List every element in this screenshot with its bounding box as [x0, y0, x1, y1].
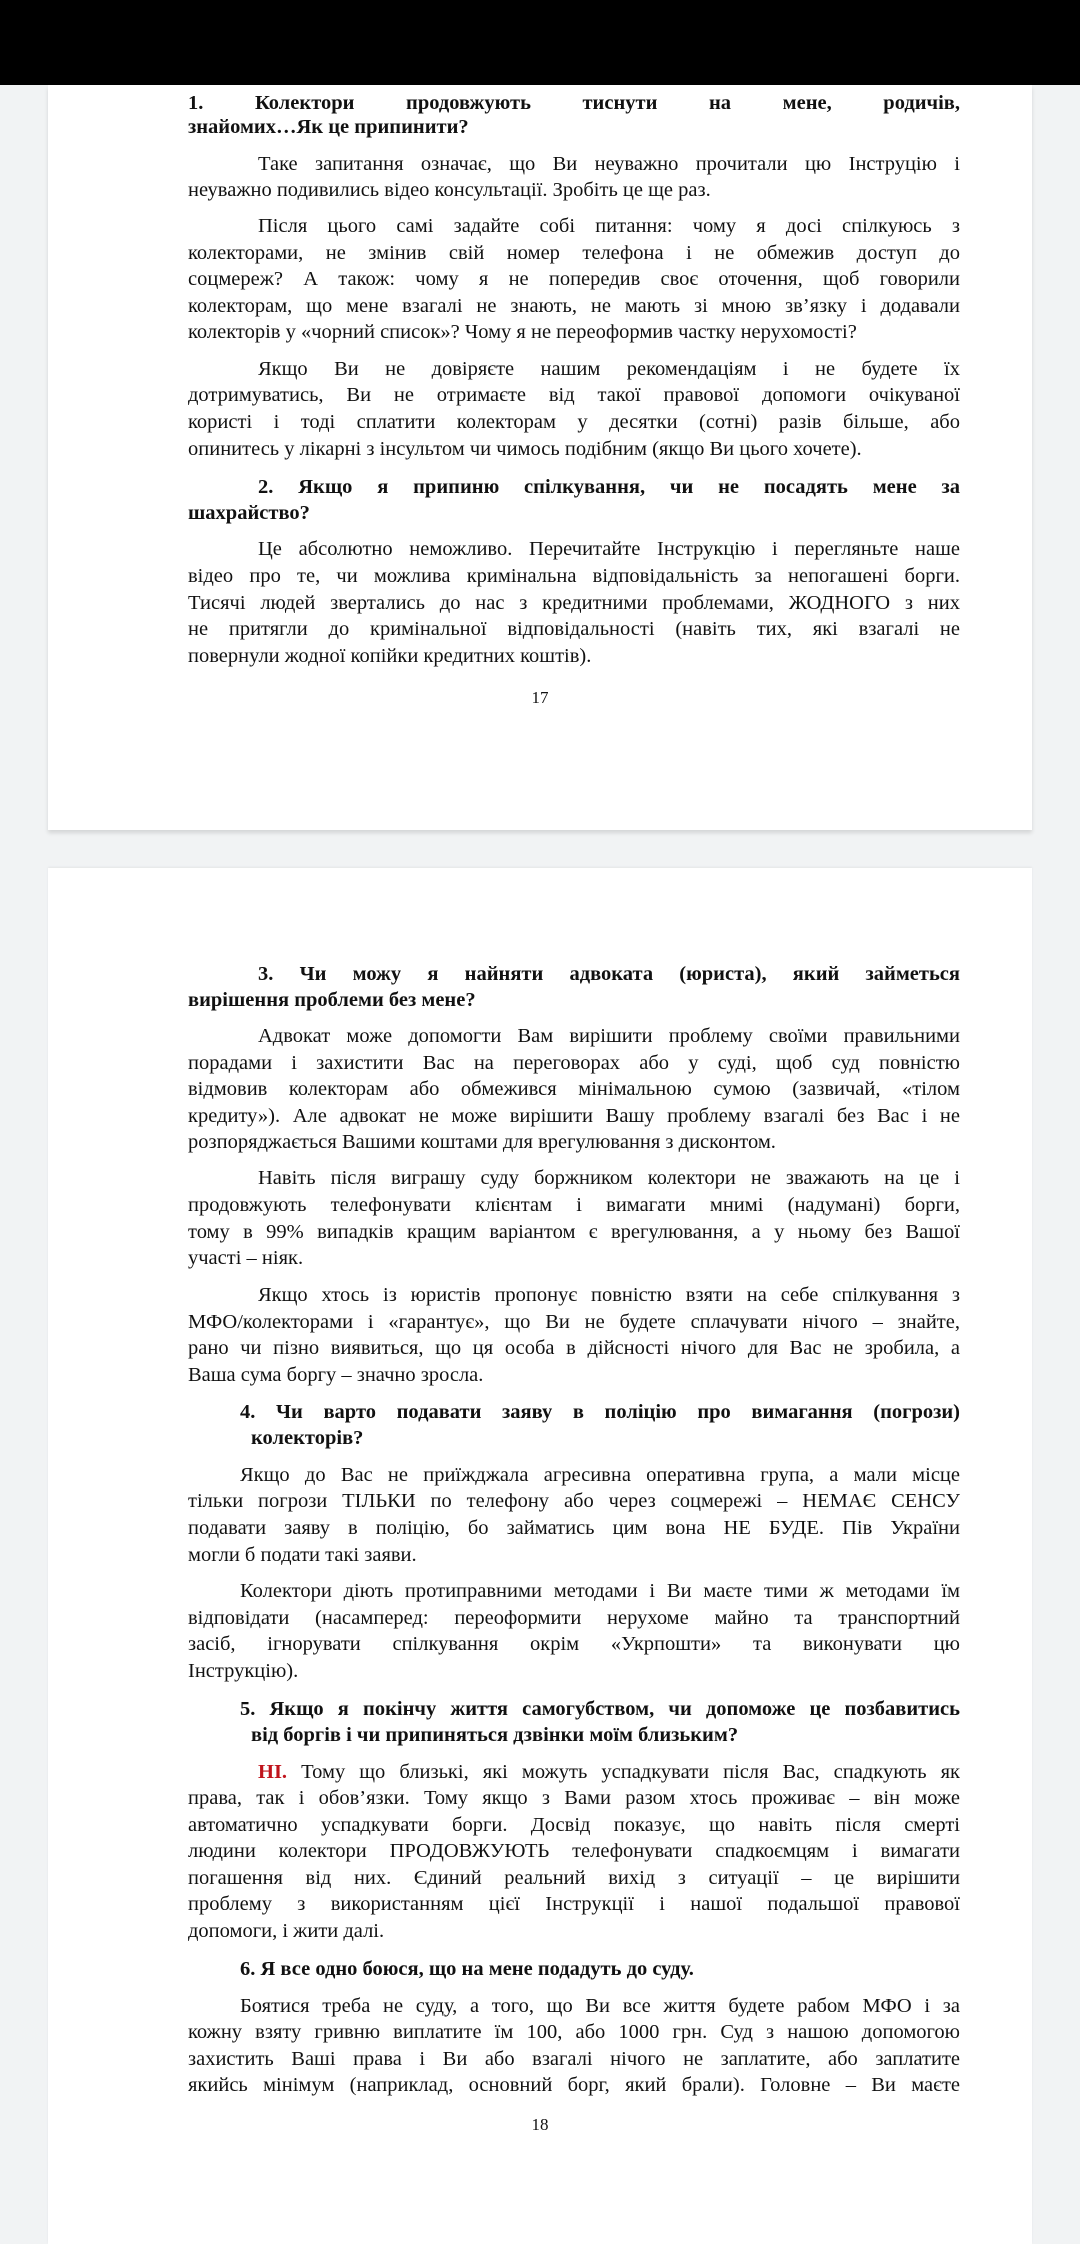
paragraph-line: тому в 99% випадків кращим варіантом є врегулювання, а у ньому без Вашої: [188, 1221, 960, 1243]
paragraph-line: відео про те, чи можлива кримінальна відповідальність за непогашені борги.: [188, 565, 960, 587]
page-number: 18: [531, 2115, 549, 2134]
paragraph-line: Інструкцію).: [188, 1660, 299, 1682]
paragraph-line: Якщо до Вас не приїжджала агресивна оперативна група, а мали місце: [240, 1464, 960, 1486]
paragraph-line: неуважно подивились відео консультації. Зробіть це ще раз.: [188, 179, 711, 201]
paragraph-line: допомоги, і жити далі.: [188, 1920, 385, 1942]
paragraph-line: захистить Ваші права і Ви або взагалі нічого не заплатите, або заплатите: [188, 2048, 960, 2070]
paragraph-line: кредиту»). Але адвокат не може вирішити Вашу проблему взагалі без Вас і не: [188, 1105, 960, 1127]
paragraph-line: Це абсолютно неможливо. Перечитайте Інструкцію і перегляньте наше: [258, 538, 960, 560]
paragraph-line: Ваша сума боргу – значно зросла.: [188, 1364, 484, 1386]
section-heading-line: вирішення проблеми без мене?: [188, 989, 476, 1011]
paragraph-line: права, так і обов’язки. Тому якщо з Вами разом хтось проживає – він може: [188, 1787, 960, 1809]
paragraph-line: Якщо Ви не довіряєте нашим рекомендаціям і не будете їх: [258, 358, 960, 380]
paragraph-line: опинитесь у лікарні з інсультом чи чимось подібним (якщо Ви цього хочете).: [188, 438, 862, 460]
paragraph-line: Якщо хтось із юристів пропонує повністю взяти на себе спілкування з: [258, 1284, 960, 1306]
paragraph-line: колекторів у «чорний список»? Чому я не переоформив частку нерухомості?: [188, 321, 857, 343]
section-heading-line: 6. Я все одно боюся, що на мене подадуть до суду.: [240, 1958, 694, 1980]
section-heading-line: знайомих…Як це припинити?: [188, 116, 469, 138]
paragraph-line: людини колектори ПРОДОВЖУЮТЬ телефонувати спадкоємцям і вимагати: [188, 1840, 960, 1862]
paragraph-line: не притягли до кримінальної відповідальності (навіть тих, які взагалі не: [188, 618, 960, 640]
paragraph-line: подавати заяву в поліцію, бо займатись цим вона НЕ БУДЕ. Пів України: [188, 1517, 960, 1539]
section-heading-line: шахрайство?: [188, 502, 310, 524]
paragraph-line: Таке запитання означає, що Ви неуважно прочитали цю Інструцію і: [258, 153, 960, 175]
document-page-18: [48, 868, 1032, 2244]
paragraph-line: автоматично успадкувати борги. Досвід показує, що навіть після смерті: [188, 1814, 960, 1836]
paragraph-line: порадами і захистити Вас на переговорах або у суді, щоб суд повністю: [188, 1052, 960, 1074]
page-number: 17: [531, 688, 549, 707]
paragraph-line: Навіть після виграшу суду боржником колектори не зважають на це і: [258, 1167, 960, 1189]
paragraph-line: тільки погрози ТІЛЬКИ по телефону або через соцмережі – НЕМАЄ СЕНСУ: [188, 1490, 960, 1512]
paragraph-line: засіб, ігнорувати спілкування окрім «Укрпошти» та виконувати цю: [188, 1633, 960, 1655]
section-heading-line: 2. Якщо я припиню спілкування, чи не посадять мене за: [258, 476, 960, 498]
paragraph-line: соцмереж? А також: чому я не попередив своє оточення, щоб говорили: [188, 268, 960, 290]
section-heading-line: від боргів і чи припиняться дзвінки моїм близьким?: [251, 1724, 739, 1746]
paragraph-line: Адвокат може допомогти Вам вирішити проблему своїми правильними: [258, 1025, 960, 1047]
paragraph-line: МФО/колекторами і «гарантує», що Ви не будете сплачувати нічого – знайте,: [188, 1311, 960, 1333]
section-heading-line: 3. Чи можу я найняти адвоката (юриста), який займеться: [258, 963, 960, 985]
paragraph-line: участі – ніяк.: [188, 1247, 304, 1269]
section-heading-line: 1. Колектори продовжують тиснути на мене, родичів,: [188, 92, 960, 114]
document-page-17: [48, 85, 1032, 830]
paragraph-line: відповідати (насамперед: переоформити нерухоме майно та транспортний: [188, 1607, 960, 1629]
paragraph-line: рано чи пізно виявиться, що ця особа в дійсності нічого для Вас не зробила, а: [188, 1337, 960, 1359]
answer-no-emphasis: НІ.: [258, 1761, 288, 1783]
paragraph-line: Тисячі людей звертались до нас з кредитними проблемами, ЖОДНОГО з них: [188, 592, 960, 614]
paragraph-line: продовжують телефонувати клієнтам і вимагати мнимі (надумані) борги,: [188, 1194, 960, 1216]
paragraph-line: Колектори діють протиправними методами і Ви маєте тими ж методами їм: [240, 1580, 960, 1602]
paragraph-line: могли б подати такі заяви.: [188, 1544, 417, 1566]
paragraph-line: дотримуватись, Ви не отримаєте від такої правової допомоги очікуваної: [188, 384, 960, 406]
paragraph-line: Боятися треба не суду, а того, що Ви все життя будете рабом МФО і за: [240, 1995, 960, 2017]
paragraph-line: кожну взяту гривню виплатите їм 100, або 1000 грн. Суд з нашою допомогою: [188, 2021, 960, 2043]
line-text: Тому що близькі, які можуть успадкувати після Вас, спадкують як: [301, 1761, 960, 1783]
paragraph-line: погашення від них. Єдиний реальний вихід з ситуації – це вирішити: [188, 1867, 960, 1889]
status-bar: [0, 0, 1080, 85]
paragraph-line: повернули жодної копійки кредитних коштів).: [188, 645, 592, 667]
paragraph-line: проблему з використанням цієї Інструкції і нашої подальшої правової: [188, 1893, 960, 1915]
paragraph-line: розпоряджається Вашими коштами для врегулювання з дисконтом.: [188, 1131, 776, 1153]
paragraph-line: якийсь мінімум (наприклад, основний борг, який брали). Головне – Ви маєте: [188, 2074, 960, 2096]
section-heading-line: колекторів?: [251, 1427, 364, 1449]
paragraph-line: користі і тоді сплатити колекторам у десятки (сотні) разів більше, або: [188, 411, 960, 433]
paragraph-line: Після цього самі задайте собі питання: чому я досі спілкуюсь з: [258, 215, 960, 237]
section-heading-line: 4. Чи варто подавати заяву в поліцію про вимагання (погрози): [240, 1401, 960, 1423]
paragraph-line: колекторами, не змінив свій номер телефона і не обмежив доступ до: [188, 242, 960, 264]
paragraph-line: колекторам, що мене взагалі не знають, не мають зі мною зв’язку і додавали: [188, 295, 960, 317]
paragraph-line: відмовив колекторам або обмежився мінімальною сумою (зазвичай, «тілом: [188, 1078, 960, 1100]
paragraph-line: [258, 1759, 960, 1785]
section-heading-line: 5. Якщо я покінчу життя самогубством, чи допоможе це позбавитись: [240, 1698, 960, 1720]
